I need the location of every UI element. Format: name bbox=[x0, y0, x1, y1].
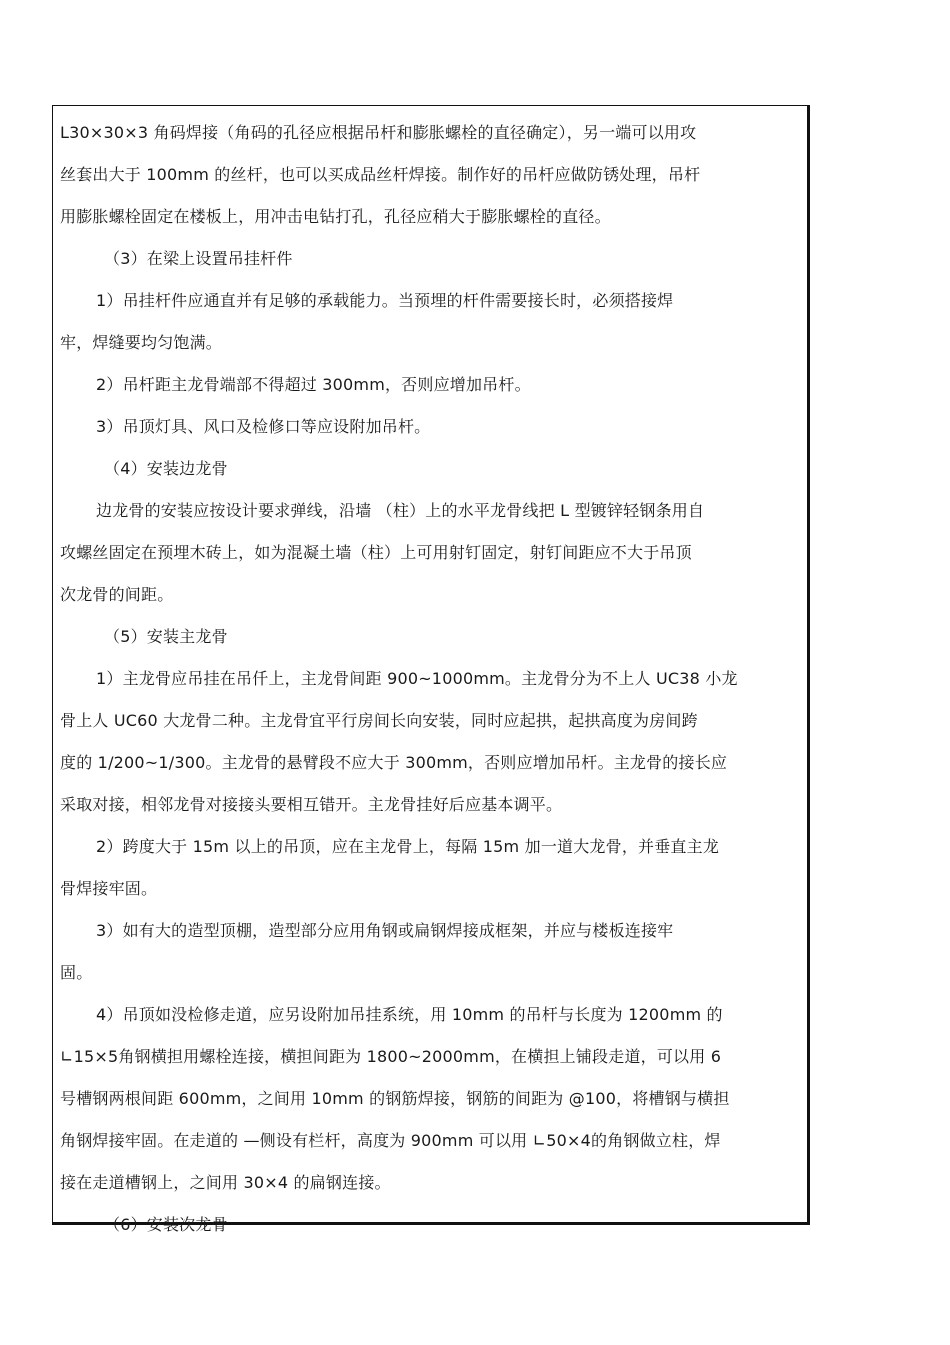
text-line: 采取对接，相邻龙骨对接接头要相互错开。主龙骨挂好后应基本调平。 bbox=[60, 795, 563, 814]
text-line: 度的 1/200~1/300。主龙骨的悬臂段不应大于 300mm，否则应增加吊杆。主龙骨的接长应 bbox=[60, 753, 728, 772]
text-line: 骨上人 UC60 大龙骨二种。主龙骨宜平行房间长向安装，同时应起拱，起拱高度为房间跨 bbox=[60, 711, 698, 730]
text-line: 1）主龙骨应吊挂在吊仟上，主龙骨间距 900~1000mm。主龙骨分为不上人 UC38 小龙 bbox=[96, 669, 738, 688]
text-line: L30×30×3 角码焊接（角码的孔径应根据吊杆和膨胀螺栓的直径确定），另一端可以用攻 bbox=[60, 123, 697, 142]
text-line: 骨焊接牢固。 bbox=[60, 879, 158, 898]
text-line: 角钢焊接牢固。在走道的 —侧设有栏杆，高度为 900mm 可以用 ∟50×4的角钢做立柱，焊 bbox=[60, 1131, 721, 1150]
text-line: 接在走道槽钢上，之间用 30×4 的扁钢连接。 bbox=[60, 1173, 391, 1192]
text-line: （6）安装次龙骨 bbox=[104, 1215, 228, 1234]
text-line: 1）吊挂杆件应通直并有足够的承载能力。当预埋的杆件需要接长时，必须搭接焊 bbox=[96, 291, 674, 310]
text-line: 次龙骨的间距。 bbox=[60, 585, 174, 604]
text-line: （3）在梁上设置吊挂杆件 bbox=[104, 249, 293, 268]
text-line: 用膨胀螺栓固定在楼板上，用冲击电钻打孔，孔径应稍大于膨胀螺栓的直径。 bbox=[60, 207, 611, 226]
text-line: （5）安装主龙骨 bbox=[104, 627, 228, 646]
text-line: 3）吊顶灯具、风口及检修口等应设附加吊杆。 bbox=[96, 417, 431, 436]
text-line: 3）如有大的造型顶棚，造型部分应用角钢或扁钢焊接成框架，并应与楼板连接牢 bbox=[96, 921, 674, 940]
text-line: 4）吊顶如没检修走道，应另设附加吊挂系统，用 10mm 的吊杆与长度为 1200mm 的 bbox=[96, 1005, 723, 1024]
text-line: ∟15×5角钢横担用螺栓连接，横担间距为 1800~2000mm，在横担上铺段走道，可以用 6 bbox=[60, 1047, 722, 1066]
text-line: 边龙骨的安装应按设计要求弹线，沿墙 （柱）上的水平龙骨线把 L 型镀锌轻钢条用自 bbox=[96, 501, 705, 520]
text-line: 2）跨度大于 15m 以上的吊顶，应在主龙骨上，每隔 15m 加一道大龙骨，并垂直主龙 bbox=[96, 837, 720, 856]
text-line: 攻螺丝固定在预埋木砖上，如为混凝土墙（柱）上可用射钉固定，射钉间距应不大于吊顶 bbox=[60, 543, 692, 562]
text-line: 固。 bbox=[60, 963, 93, 982]
text-line: 牢，焊缝要均匀饱满。 bbox=[60, 333, 223, 352]
text-line: 号槽钢两根间距 600mm，之间用 10mm 的钢筋焊接，钢筋的间距为 @100，将槽钢与横担 bbox=[60, 1089, 730, 1108]
text-line: 2）吊杆距主龙骨端部不得超过 300mm，否则应增加吊杆。 bbox=[96, 375, 531, 394]
text-line: 丝套出大于 100mm 的丝杆，也可以买成品丝杆焊接。制作好的吊杆应做防锈处理，吊杆 bbox=[60, 165, 701, 184]
text-line: （4）安装边龙骨 bbox=[104, 459, 228, 478]
